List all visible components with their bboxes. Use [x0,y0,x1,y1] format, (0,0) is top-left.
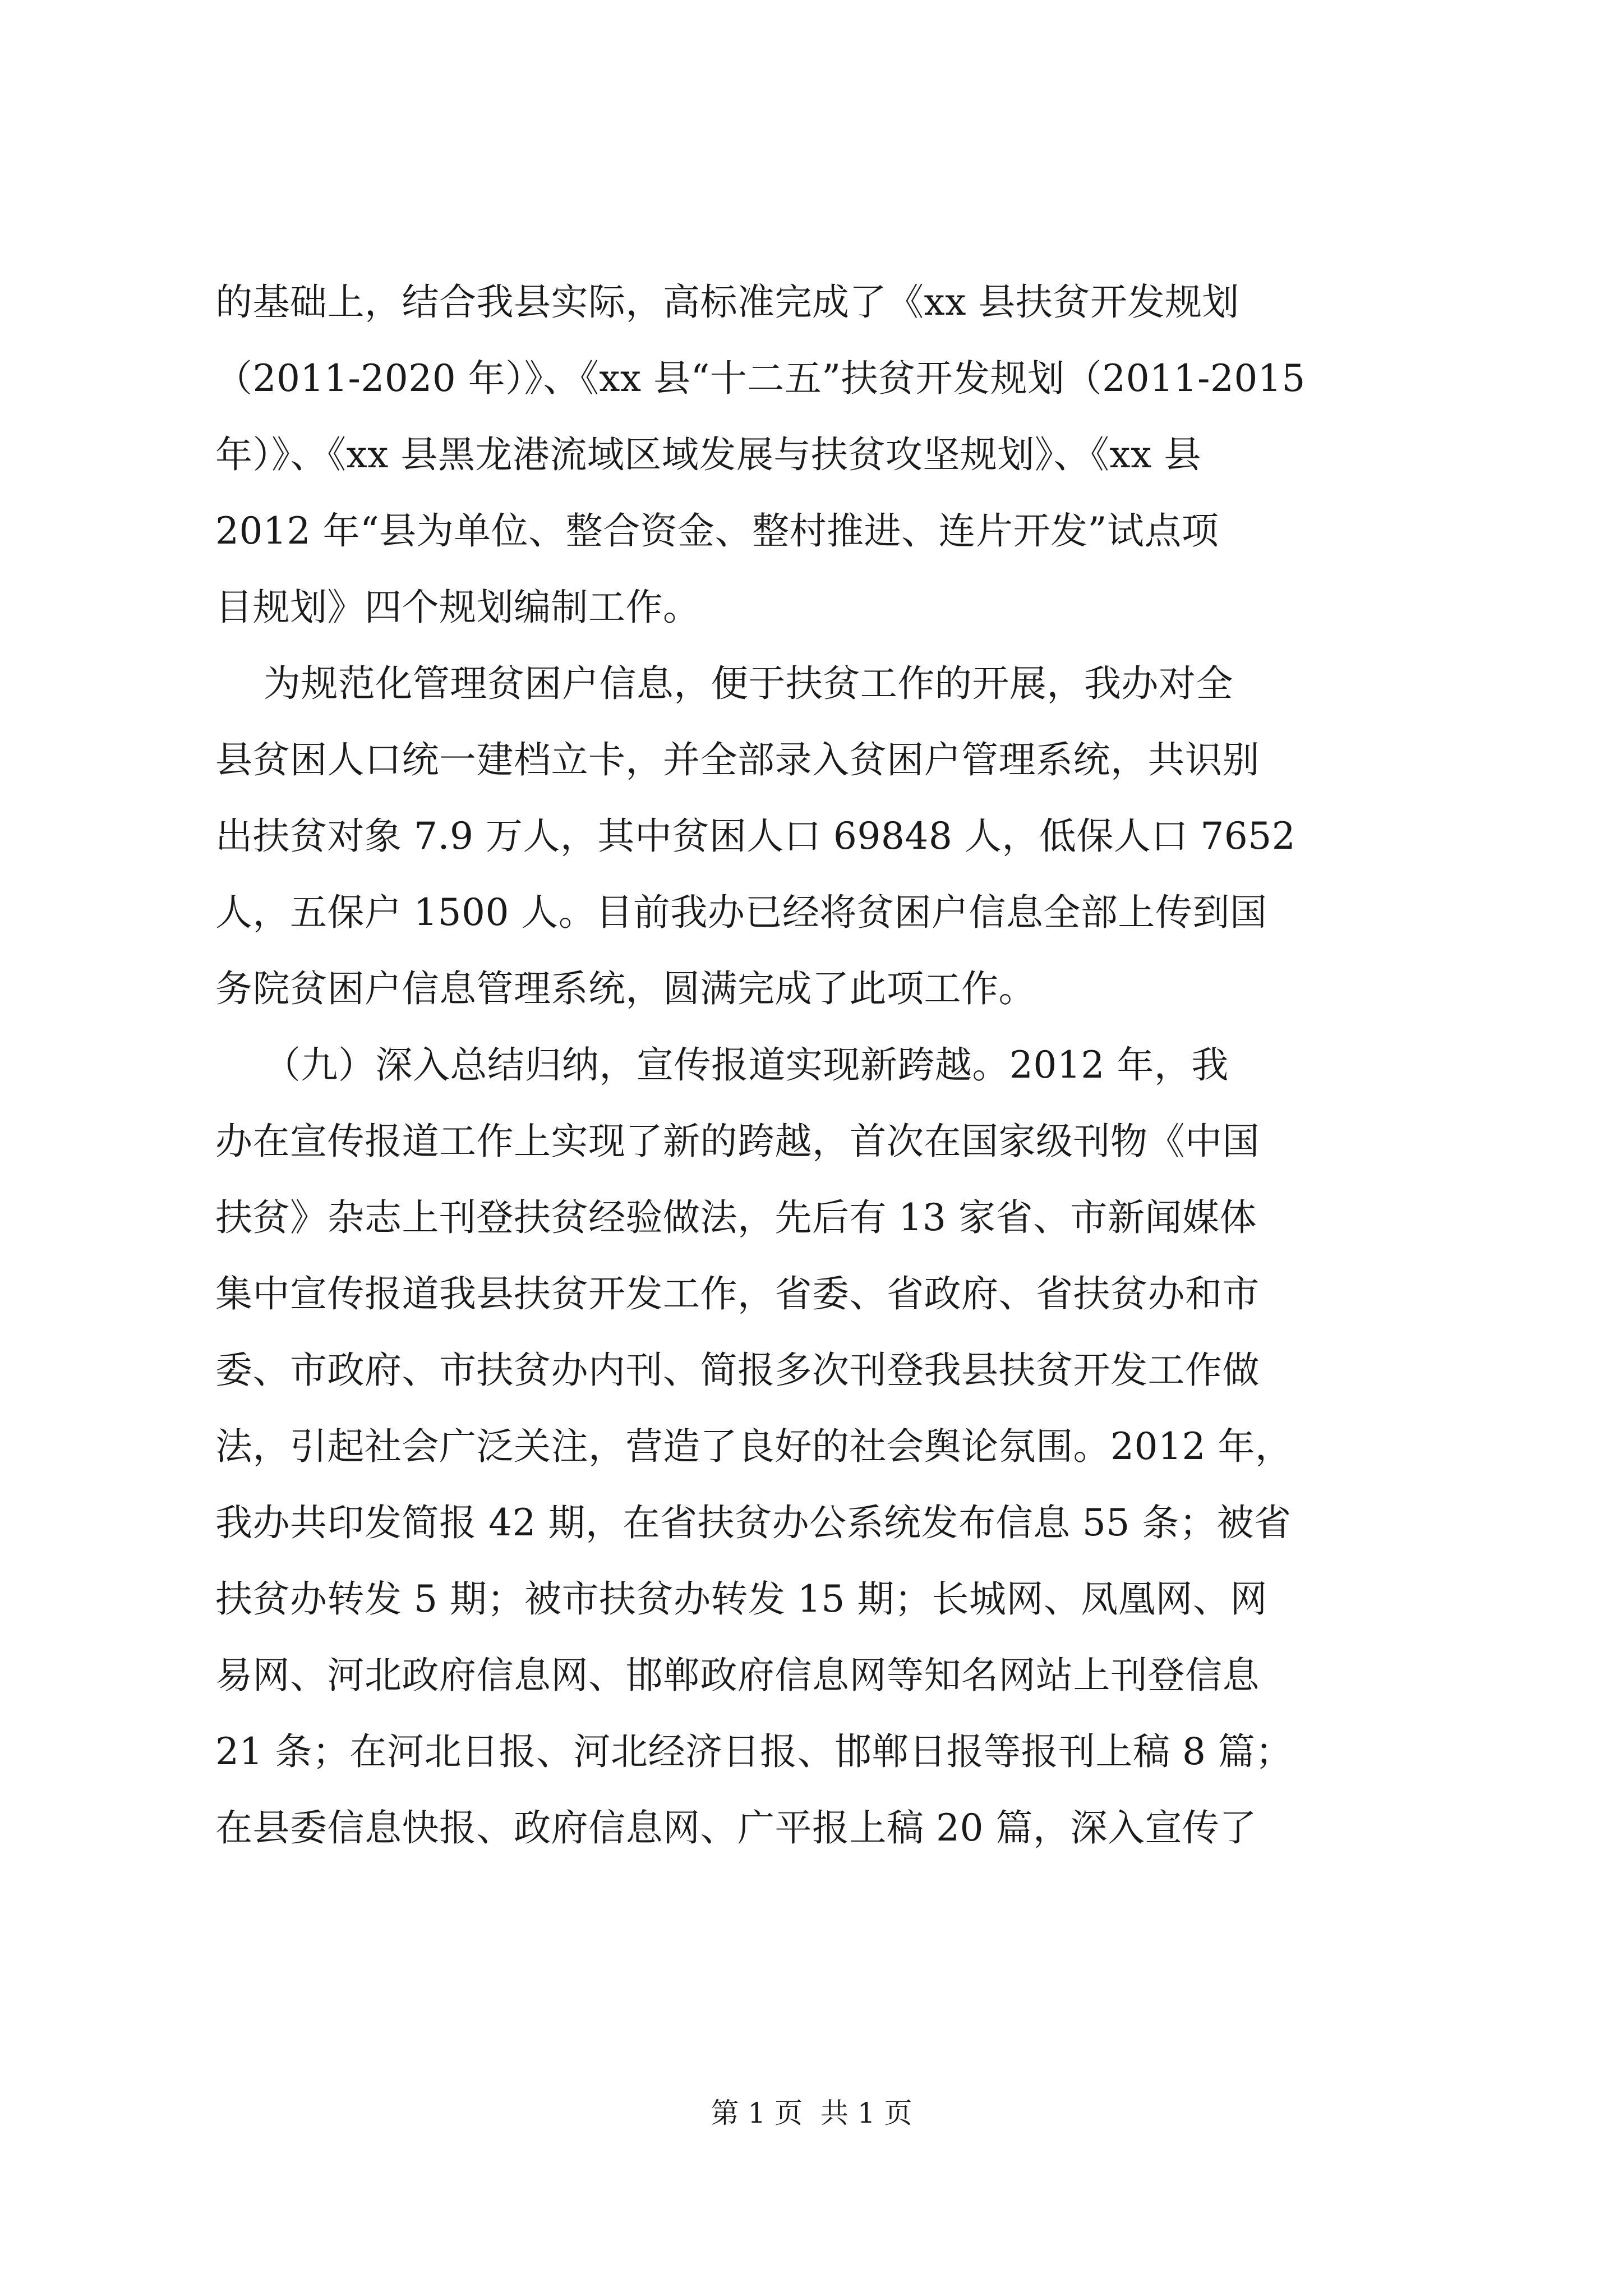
text-line: 的基础上，结合我县实际，高标准完成了《xx 县扶贫开发规划 [215,280,1239,324]
text-line: 出扶贫对象 7.9 万人，其中贫困人口 69848 人，低保人口 7652 [215,815,1296,858]
text-line: 务院贫困户信息管理系统，圆满完成了此项工作。 [215,967,1036,1010]
text-line: 在县委信息快报、政府信息网、广平报上稿 20 篇，深入宣传了 [215,1806,1257,1849]
text-line: 21 条；在河北日报、河北经济日报、邯郸日报等报刊上稿 8 篇； [215,1730,1293,1773]
text-line: 法，引起社会广泛关注，营造了良好的社会舆论氛围。2012 年， [215,1425,1293,1468]
text-line: 扶贫》杂志上刊登扶贫经验做法，先后有 13 家省、市新闻媒体 [215,1196,1257,1239]
text-line: 办在宣传报道工作上实现了新的跨越，首次在国家级刊物《中国 [215,1120,1260,1163]
text-line: （2011-2020 年）》、《xx 县“十二五”扶贫开发规划（2011-2015 [215,357,1306,400]
page-footer: 第 1 页 共 1 页 [711,2097,912,2129]
text-line: 人，五保户 1500 人。目前我办已经将贫困户信息全部上传到国 [215,891,1267,934]
text-line: 易网、河北政府信息网、邯郸政府信息网等知名网站上刊登信息 [215,1654,1260,1697]
text-line: 年）》、《xx 县黑龙港流域区域发展与扶贫攻坚规划》、《xx 县 [215,433,1201,476]
text-line: 为规范化管理贫困户信息，便于扶贫工作的开展，我办对全 [215,662,1233,705]
text-line: 集中宣传报道我县扶贫开发工作，省委、省政府、省扶贫办和市 [215,1272,1260,1315]
text-line: 我办共印发简报 42 期，在省扶贫办公系统发布信息 55 条；被省 [215,1501,1292,1544]
text-line: （九）深入总结归纳，宣传报道实现新跨越。2012 年，我 [215,1043,1229,1087]
text-line: 目规划》四个规划编制工作。 [215,586,700,629]
text-line: 扶贫办转发 5 期；被市扶贫办转发 15 期；长城网、凤凰网、网 [215,1577,1267,1621]
text-line: 2012 年“县为单位、整合资金、整村推进、连片开发”试点项 [215,509,1219,553]
text-line: 委、市政府、市扶贫办内刊、简报多次刊登我县扶贫开发工作做 [215,1349,1260,1392]
text-line: 县贫困人口统一建档立卡，并全部录入贫困户管理系统，共识别 [215,738,1260,781]
